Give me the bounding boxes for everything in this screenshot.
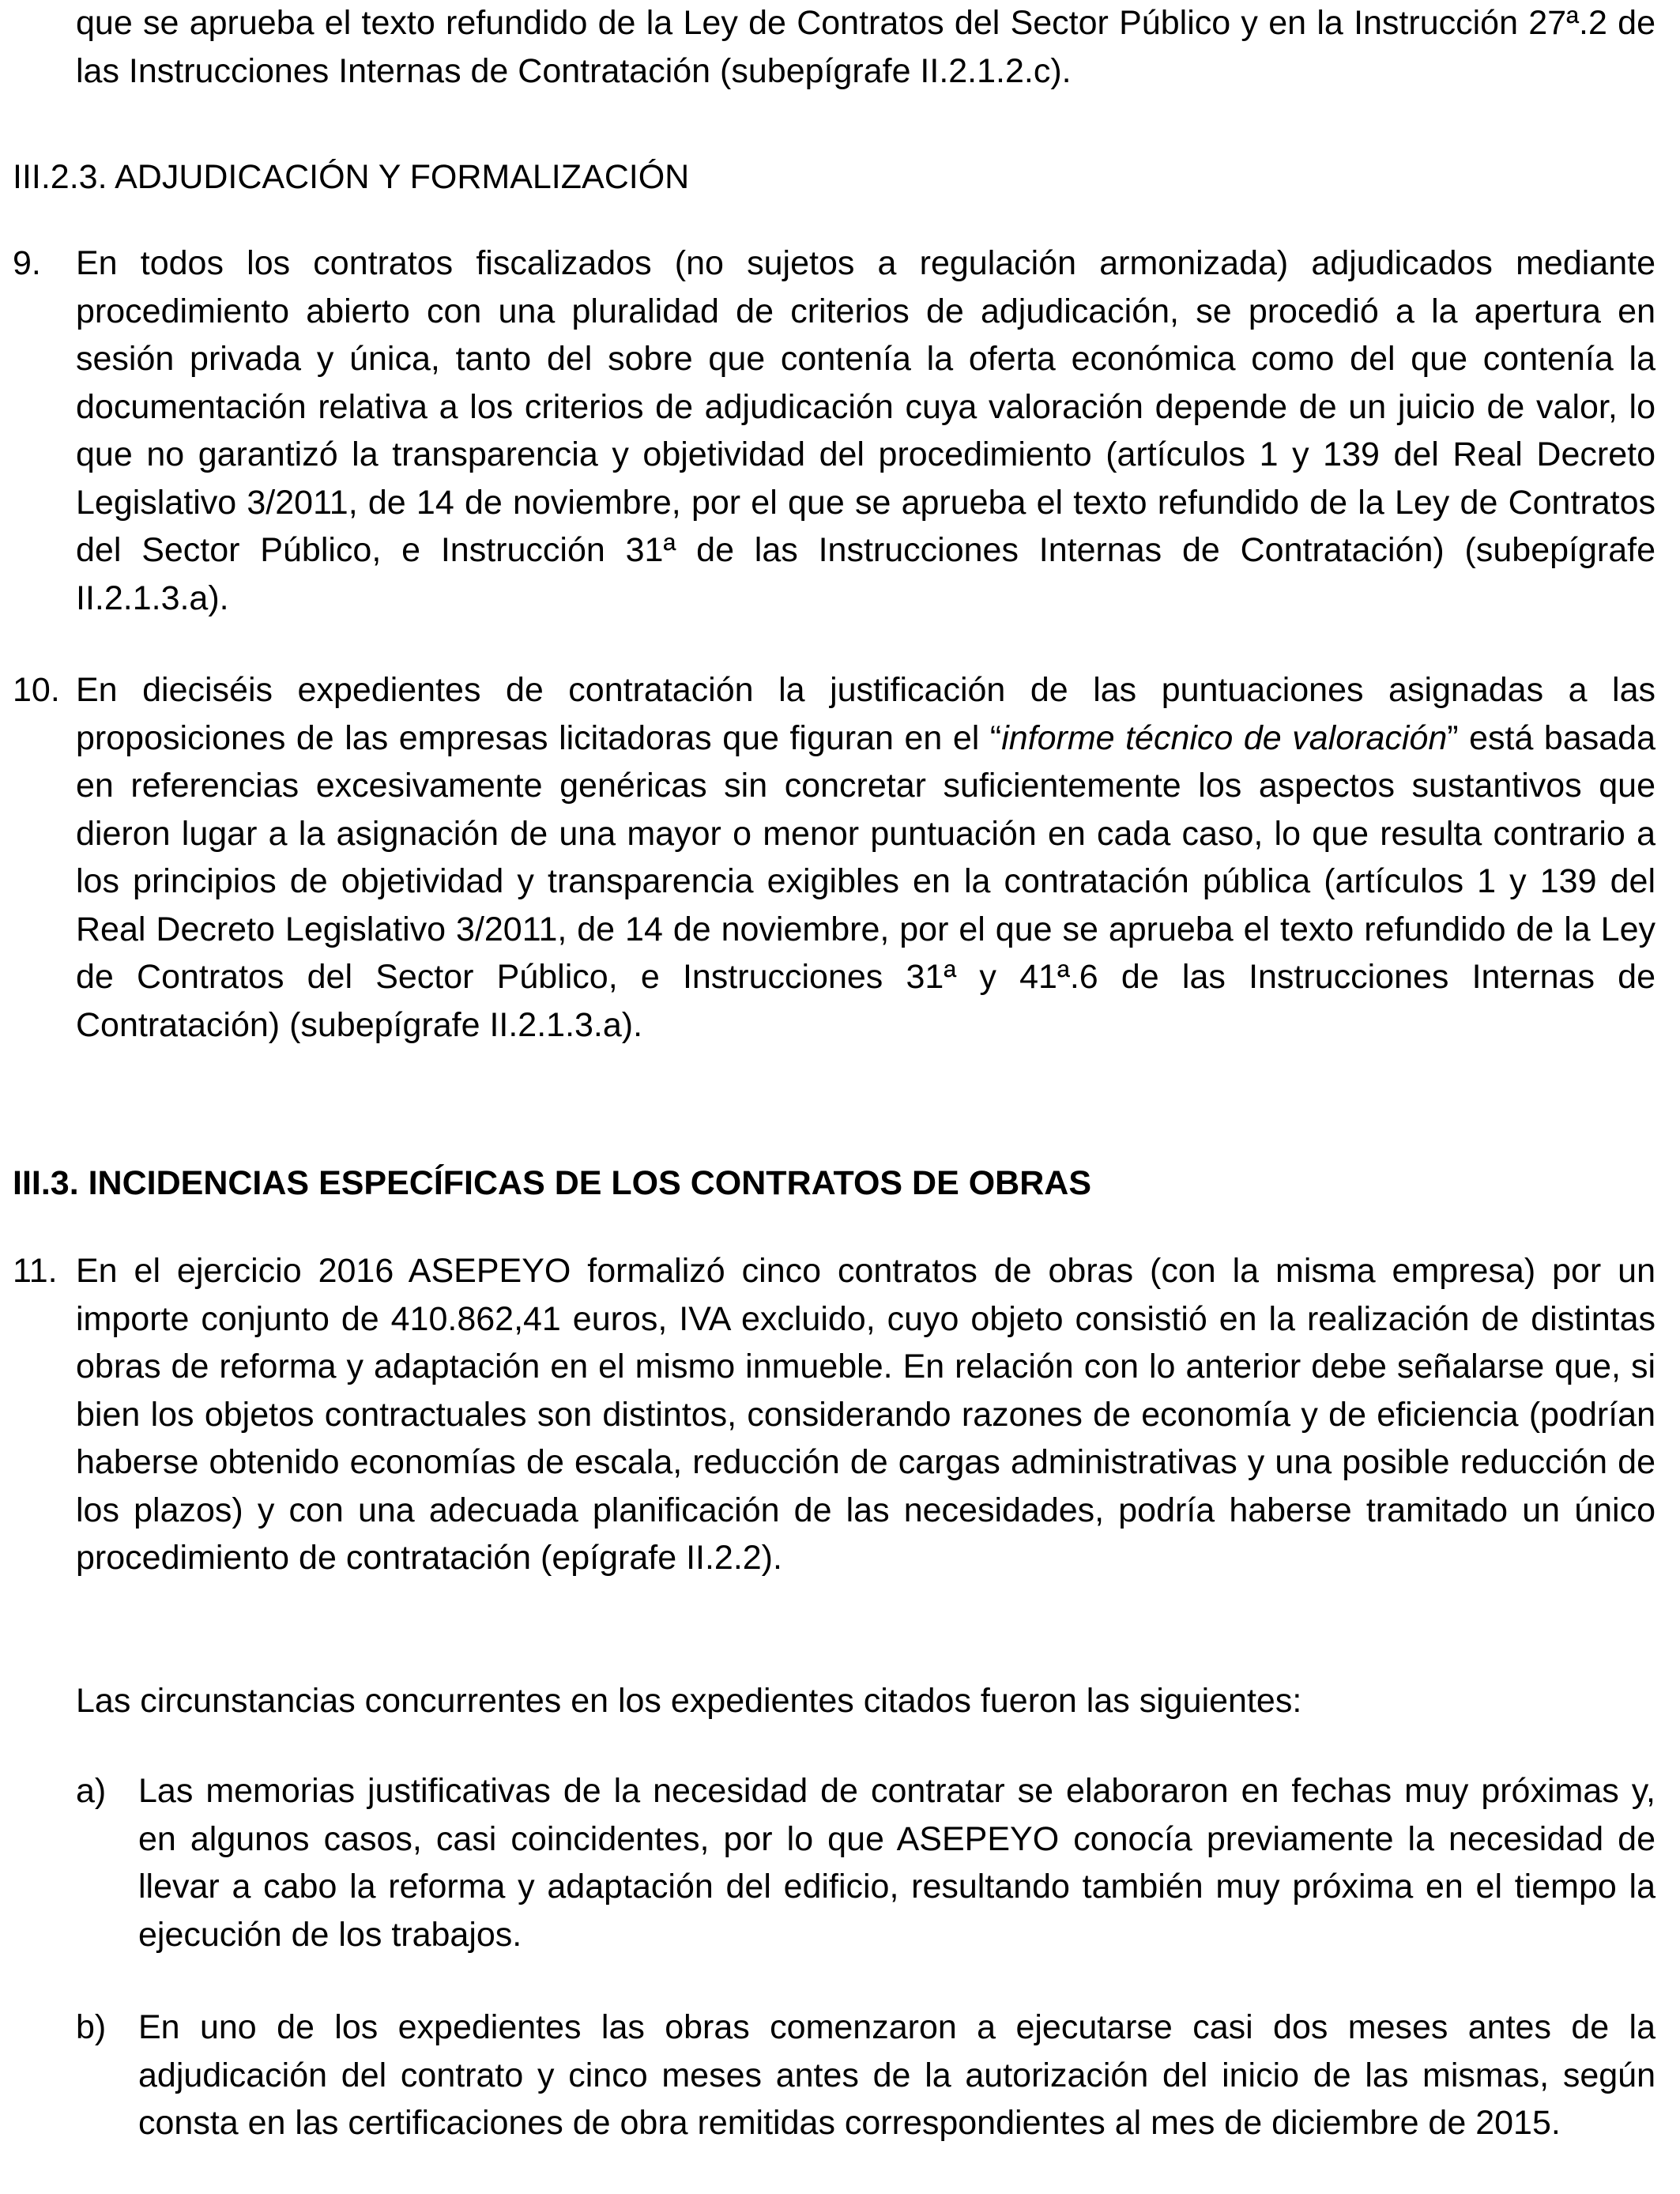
- item-11-sub-a-label: a): [76, 1772, 107, 1810]
- item-9-number: 9.: [13, 244, 41, 282]
- item-10-text-after: ” está basada en referencias excesivamente genéricas sin concretar suficientemente los aspectos sustantivos que dieron lugar a la asignación de una mayor o menor puntuación en cada caso, lo que resulta contrario a los principios de objetividad y transparencia exigibles en la contratación pública (artículos 1 y 139 del Real Decreto Legislativo 3/2011, de 14 de noviembre, por el que se aprueba el texto refundido de la Ley de Contratos del Sector Público, e Instrucciones 31ª y 41ª.6 de las Instrucciones Internas de Contratación) (subepígrafe II.2.1.3.a).: [76, 718, 1656, 1044]
- item-10-paragraph: [76, 666, 1656, 1049]
- item-10-italic-term: informe técnico de valoración: [1001, 718, 1448, 757]
- item-10-number: 10.: [13, 671, 60, 709]
- item-11-sub-b-label: b): [76, 2008, 107, 2046]
- item-11-sub-b-paragraph: En uno de los expedientes las obras comenzaron a ejecutarse casi dos meses antes de la adjudicación del contrato y cinco meses antes de la autorización del inicio de las mismas, según consta en las certificaciones de obra remitidas correspondientes al mes de diciembre de 2015.: [138, 2008, 1656, 2142]
- item-10-text-before: En dieciséis expedientes de contratación la justificación de las puntuaciones asignadas a las proposiciones de las empresas licitadoras que figuran en el “: [76, 671, 1656, 757]
- item-11-paragraph: En el ejercicio 2016 ASEPEYO formalizó cinco contratos de obras (con la misma empresa) por un importe conjunto de 410.862,41 euros, IVA excluido, cuyo objeto consistió en la realización de distintas obras de reforma y adaptación en el mismo inmueble. En relación con lo anterior debe señalarse que, si bien los objetos contractuales son distintos, considerando razones de economía y de eficiencia (podrían haberse obtenido economías de escala, reducción de cargas administrativas y una posible reducción de los plazos) y con una adecuada planificación de las necesidades, podría haberse tramitado un único procedimiento de contratación (epígrafe II.2.2).: [76, 1252, 1656, 1577]
- item-11-sub-a-paragraph: Las memorias justificativas de la necesidad de contratar se elaboraron en fechas muy próximas y, en algunos casos, casi coincidentes, por lo que ASEPEYO conocía previamente la necesidad de llevar a cabo la reforma y adaptación del edificio, resultando también muy próxima en el tiempo la ejecución de los trabajos.: [138, 1772, 1656, 1954]
- item-11-circumstances-intro: Las circunstancias concurrentes en los expedientes citados fueron las siguientes:: [76, 1682, 1302, 1720]
- item-11-number: 11.: [13, 1252, 58, 1290]
- section-heading-iii-2-3: III.2.3. ADJUDICACIÓN Y FORMALIZACIÓN: [13, 158, 690, 196]
- intro-paragraph: que se aprueba el texto refundido de la Ley de Contratos del Sector Público y en la Instrucción 27ª.2 de las Instrucciones Internas de Contratación (subepígrafe II.2.1.2.c).: [76, 4, 1656, 90]
- item-9-paragraph: En todos los contratos fiscalizados (no sujetos a regulación armonizada) adjudicados mediante procedimiento abierto con una pluralidad de criterios de adjudicación, se procedió a la apertura en sesión privada y única, tanto del sobre que contenía la oferta económica como del que contenía la documentación relativa a los criterios de adjudicación cuya valoración depende de un juicio de valor, lo que no garantizó la transparencia y objetividad del procedimiento (artículos 1 y 139 del Real Decreto Legislativo 3/2011, de 14 de noviembre, por el que se aprueba el texto refundido de la Ley de Contratos del Sector Público, e Instrucción 31ª de las Instrucciones Internas de Contratación) (subepígrafe II.2.1.3.a).: [76, 244, 1656, 617]
- section-heading-iii-3: III.3. INCIDENCIAS ESPECÍFICAS DE LOS CONTRATOS DE OBRAS: [13, 1164, 1092, 1202]
